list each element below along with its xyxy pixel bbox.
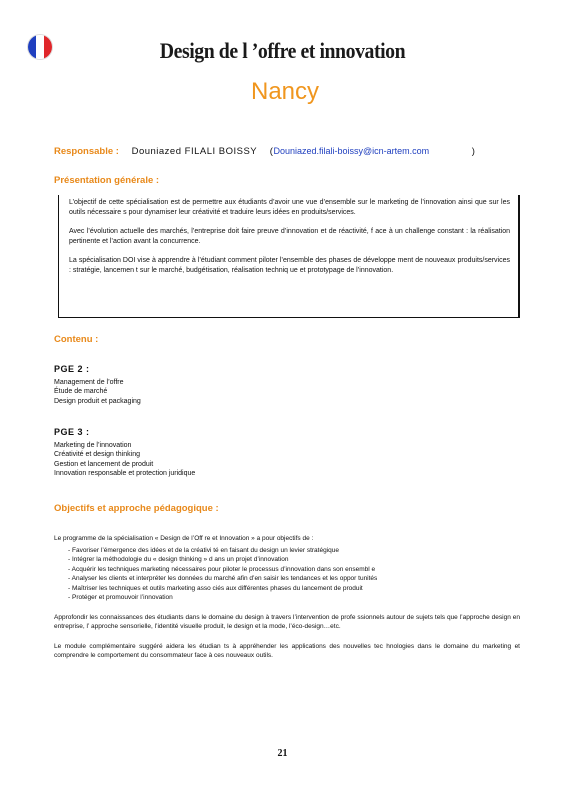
responsable-name: Douniazed FILALI BOISSY — [131, 146, 258, 157]
pge3-item: Innovation responsable et protection juridique — [54, 470, 196, 477]
objectif-item: - Intégrer la méthodologie du « design thinking » d ans un projet d’innovation — [68, 555, 520, 565]
objectif-item: - Analyser les clients et interpréter les données du marché afin d’en saisir les tendances et les oppor tunités — [68, 574, 520, 584]
objectifs-paragraph: Approfondir les connaissances des étudiants dans le domaine du design à travers l’intervention de profe ssionnels autour de sujets tels que l’approche design en entreprise, l’ approche sensorielle, l’identité visuelle produit, le design et la mode, l’éco-design…etc. — [54, 613, 520, 630]
objectifs-block — [54, 534, 520, 671]
presentation-box — [58, 195, 520, 318]
pge2-item: Étude de marché — [54, 388, 108, 395]
pge3-title: PGE 3 : — [54, 427, 90, 437]
objectifs-intro: Le programme de la spécialisation « Design de l’Off re et Innovation » a pour objectifs de : — [54, 535, 314, 542]
page-subtitle: Nancy — [250, 78, 320, 105]
responsable-email-link[interactable]: Douniazed.filali-boissy@icn-artem.com — [273, 146, 430, 156]
open-paren: ( — [269, 146, 274, 157]
pge3-item: Créativité et design thinking — [54, 451, 140, 458]
pge2-title: PGE 2 : — [54, 364, 90, 374]
presentation-paragraph: La spécialisation DOI vise à apprendre à l’étudiant comment piloter l’ensemble des phases de développe ment de nouveaux produits/services : stratégie, lancemen t sur le marché, budgétisation, réalisation techniq ue et prototypage de l’innovation. — [69, 257, 510, 274]
pge3-block — [54, 428, 195, 479]
objectifs-list — [54, 546, 520, 603]
pge3-item: Gestion et lancement de produit — [54, 460, 154, 468]
presentation-paragraph: Avec l’évolution actuelle des marchés, l’entreprise doit faire preuve d’innovation et de réactivité, f ace à un challenge constant : la réalisation pertinente et l’action avant la concurrence. — [69, 228, 510, 245]
objectif-item: - Acquérir les techniques marketing nécessaires pour piloter le processus d’innovation dans son ensembl e — [68, 565, 520, 575]
objectif-item: - Protéger et promouvoir l’innovation — [68, 593, 520, 603]
pge3-item: Marketing de l’innovation — [54, 441, 132, 449]
contenu-heading: Contenu : — [54, 334, 99, 345]
pge2-item: Management de l’offre — [54, 378, 124, 386]
pge2-block — [54, 365, 141, 406]
close-paren: ) — [471, 146, 476, 157]
page-title: Design de l ’offre et innovation — [159, 38, 406, 63]
objectifs-paragraph: Le module complémentaire suggéré aidera les étudian ts à appréhender les applications des nouvelles tec hnologies dans le domaine du marketing et comprendre le comportement du consommateur face à ces nouveaux outils. — [54, 642, 520, 659]
responsable-label: Responsable : — [54, 146, 119, 157]
pge2-item: Design produit et packaging — [54, 397, 141, 405]
objectif-item: - Maîtriser les techniques et outils marketing asso ciés aux différentes phases du lancement de produit — [68, 584, 520, 594]
objectif-item: - Favoriser l’émergence des idées et de la créativi té en faisant du design un levier stratégique — [68, 546, 520, 556]
page-number: 21 — [277, 748, 288, 759]
presentation-paragraph: L’objectif de cette spécialisation est de permettre aux étudiants d’avoir une vue d’ensemble sur le marketing de l’innovation ainsi que sur les outils nécessaire s pour dynamiser leur créativité et traduire leurs idées en produits/services. — [69, 199, 510, 216]
responsable-line — [54, 146, 525, 157]
presentation-heading: Présentation générale : — [54, 175, 160, 186]
objectifs-heading: Objectifs et approche pédagogique : — [54, 503, 219, 514]
